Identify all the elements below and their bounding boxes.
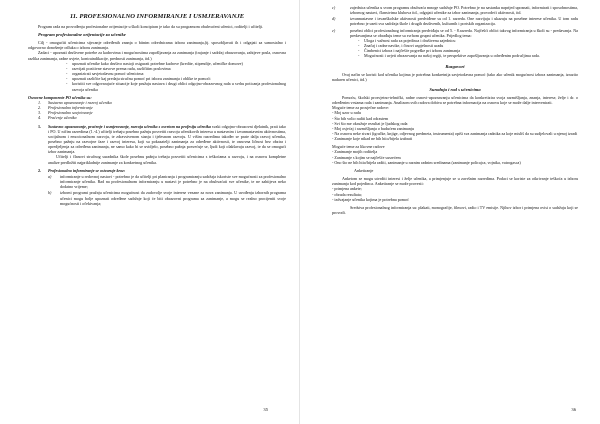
item-d: d) izvannastavne i izvanškolske aktivnosti predviđene su od 1. razreda. One razvijaju i ukazuju na posebne interese učenika. U tom radu potrebno je uzeti sva sadržaja škole i drugih društvenih, kulturnih i portskih organizacija.	[332, 16, 578, 27]
list-item: - Mogućnosti i uvjeti obrazovanja na našoj regiji, te perspektive zapošljavanja u određenim područjima rada.	[358, 53, 578, 58]
list-item: - Zanimanje koje nikad ne bih htio/htjela izabrati	[332, 136, 413, 142]
section-subtitle: Program profesionalne orijentacije za učenike	[38, 32, 126, 38]
components-heading: Osnovne komponente PO učenika su:	[28, 94, 92, 100]
list-item: - Čimbenici izbora i najčešće pogreške pri izboru zanimanja	[358, 48, 578, 53]
components-list	[28, 100, 286, 121]
page-number: 35	[263, 407, 268, 412]
list-item: 2. Profesionalno informiranje	[38, 105, 93, 111]
art-topics-heading: Moguće teme za likovne radove	[332, 144, 385, 150]
item-e: e) posebni oblici profesionalnog informiranja predviđaju se od 5. - 8.razreda. Najčešći oblici takvog informiranja u školi su - predavanja. Na predavanjima se obrađuju teme sa svrhom grupni učenika. Prijedlog tema:	[332, 27, 578, 38]
list-item: - upoznati učenike kako društvo nastoji osigurati potrebne kadrove (kredite, stipendije, učeničke domove)	[66, 61, 286, 66]
list-item: - Moj osjećaj i razmišljanja o budućem zanimanju	[332, 125, 414, 131]
right-page	[300, 0, 600, 424]
art-topics-list	[332, 149, 578, 164]
list-item: - izdvajanje učenika kojima je potrebna pomoć	[332, 196, 409, 202]
list-item: - razvijati pozitivne stavove prema radu, različitim poslovima	[66, 66, 286, 71]
intro-paragraph: Program rada na provođenju profesionalne orijentacije u školi koncipiran je tako da su programom obuhvaćeni učenici, roditelji i učitelji.	[38, 24, 264, 29]
list-item: - Što bih volio raditi kad odrastem	[332, 115, 389, 121]
tasks-paragraph: Zadaci - upoznati društvene potrebe za kadrovima i mogućnostima zapošljavanja za zanimanja (trajanje i sadržaj obrazovanja, zahtjeve posla, osnovna razlika zanimanja, radne uvjete, kontraindikacije, prednosti zanimanja, itd.)	[28, 50, 286, 61]
survey-paragraph: Anketom se mogu utvrditi interesi i želje učenika, a primjenjuje se u završnim razredima. Podaci se koriste za otkrivanje teškoća u izboru zanimanja kod pojedinca. Anketiranje se može provesti:	[332, 176, 578, 187]
list-item: - primjena ankete;	[332, 186, 362, 192]
list-item: - obrada rezultata;	[332, 191, 362, 197]
list-item: - koristiti sve odgovarajuće situacije koje pružaju nastava i drugi oblici odgojno-obrazovnog rada u svrhu poticanja profesionalnog razvoja učenika	[66, 81, 286, 91]
lecture-topics-list	[358, 38, 578, 59]
list-item: - Uloga i važnost rada za pojedinca i društvenu zajednicu	[358, 38, 578, 43]
list-item: 3. Profesionalno savjetovanje	[38, 110, 93, 116]
section-2: 2. Profesionalno informiranje se ostvaruje kroz: a) informiranje u redovnoj nastavi - potrebno je da učitelji pri planiranju i programiranju sadržaja iskoriste sve mogućnosti za profesionalno informiranje učenika. Rad na profesionalnom informiranju u nastavi je potrebno je na obuhvaćati sve učenike, te ne zahtijeva neko dodatno vrijeme; b) izborni programi pružaju učenicima mogućnost da zadovolje svoje interese vezane za nova zanimanja. U uvođenju izbornih programa učenici mogu bolje upoznati određene sadržaje koji će biti obrazovni programa za zanimanje, a mogu se realno procijeniti svoje mogućnosti i očekivanja;	[38, 167, 286, 206]
goal-paragraph: Cilj - omogućiti učenicima stjecanje određenih znanja o bitnim odrednicama izbora zanimanja,(tj. sposobljavati ih i odgajati za samostalno i odgovorno donošenje odluka o izboru zanimanja.	[28, 40, 286, 51]
conversations-paragraph: Ovaj način se koristi kod učenika kojima je potrebna konkretnija savjetodavna pomoć (tako ako učenik mogućnost izbora zanimanja, izrazito nadaren učenici, itd.)	[332, 71, 578, 82]
list-item: - Na osnovu neke stvari (igračke, knjige, odjevnog predmeta, instrumenta) opiši sva zanimanja radnika za koje misliš da su sudjelovali u njenoj izradi	[332, 130, 578, 136]
list-item: - Zanimanje s kojim se najčešće susrećem	[332, 154, 401, 160]
list-item: - organizirati savjetodavnu pomoć učenicima	[66, 71, 286, 76]
list-item: - Moj uzor u radu	[332, 110, 361, 116]
list-item: - Značaj i radne navike, i činovi uspješnosti uradu	[358, 43, 578, 48]
section-1: 1. Sustavno upoznavanje, praćenje i usmjeravanje, razvoja učenika s osvrtom na profesiju učenika svaki odgojno-obrazovni djelatnik, prati tako i PO. U ničim razredima (1.-4.) učitelji trebaju posebno pažnju posvetiti razvoju učenikovih interesa u nastavnim i izvannastavnim aktivnostima, socijalnom i emocionalnom razvoju, te zdravstvenom stanju i tjelesnom razvoju. U višim razredima također se prate dalja razvoj učenika, posebno pažnju na razvojne faze i razvoj interesa, koji su pokazatelji zanimanja za određene aktivnosti, te osnovna ličnost bez obzira i opredjeljenja za određena zanimanja, ne samo kako bi se uvidjelo, posebno pažnja posvećuje se, ljudi koji olakšavaju razvoj, te da se omogući izbor zanimanja.	[38, 123, 286, 155]
section-1-heading: Sustavno upoznavanje, praćenje i usmjeravanje, razvoja učenika s osvrtom na profesiju učenika	[48, 123, 211, 129]
list-item: - Svi što me okružuje rezultat je ljudskog rada	[332, 120, 408, 126]
work-paragraph: Pomoću, školski prosvjetno-tehnički, radne osnovi-upoznavanju učenicima da konkretizira svoja razmišljanja, znanja, interese, želje i dr. o određenim vrstama rada i zanimanja. Analizom svih radova dobiva se potrebna informacija na osnovu koje se može dalje intervenirati.	[332, 94, 578, 106]
tasks-list	[66, 61, 286, 92]
item-c: c) zajednica učenika u svom programu obuhvaća mnoge sadržaje PO. Potrebno je na sastanku naprijed upoznati, informirati i sposobnostima, izbornog nastavi, članstvima klubova itd., odgajati učenike za izbor zanimanja, provodeći aktivnosti, itd.	[332, 5, 578, 16]
survey-heading: Anketiranje	[354, 167, 374, 173]
chapter-title: 11. PROFESIONALNO INFORMIRANJE I USMJERAVANJE	[69, 13, 245, 20]
section-heading-conversations: Razgovori	[445, 63, 465, 69]
section-heading-work: Suradnja i rad s učenicima	[429, 86, 481, 92]
list-item: 4. Praćenje učenika	[38, 115, 77, 121]
list-item: - Zanimanje mojih roditelja	[332, 149, 378, 155]
resources-paragraph: Sredstva profesionalnog informiranja su: plakati, monografije, filmovi, radio i TV emisije. Njihov izbor i primjena ovisi o sadržaju koji se provodi.	[332, 204, 578, 215]
list-item: - Ono što ne bih htio/htjela raditi, zanimanje u raznim radnim sredinama (zanimanje policajca, vojnika, vatrogasca)	[332, 159, 521, 165]
essay-topics-heading: Moguće teme za prosječne radove:	[332, 105, 390, 111]
section-2-heading: Profesionalno informiranje se ostvaruje kroz:	[48, 167, 126, 173]
section-1-text-2: Učitelji i članovi stručnog suradnika škole posebnu pažnju trebaju posvetiti učenicima s teškoćama u razvoju, i na osnovu kompletne analize predložiti najprikladnije zanimanje za konkretnog učenika.	[48, 154, 286, 165]
section-2-item-a: a) informiranje u redovnoj nastavi - potrebno je da učitelji pri planiranju i programiranju sadržaja iskoriste sve mogućnosti za profesionalno informiranje učenika. Rad na profesionalnom informiranju u nastavi je potrebno je na obuhvaćati sve učenike, te ne zahtijeva neko dodatno vrijeme;	[48, 173, 286, 190]
section-1-text: svaki odgojno-obrazovni djelatnik, prati tako i PO. U ničim razredima (1.-4.) učitelji trebaju posebno pažnju posvetiti razvoju učenikovih interesa u nastavnim i izvannastavnim aktivnostima, socijalnom i emocionalnom razvoju, te zdravstvenom stanju i tjelesnom razvoju. U višim razredima također se prate dalja razvoj učenika, posebno pažnju na razvojne faze i razvoj interesa, koji su pokazatelji zanimanja za određene aktivnosti, te osnovna ličnost bez obzira i opredjeljenja za određena zanimanja, ne samo kako bi se uvidjelo, posebno pažnja posvećuje se, ljudi koji olakšavaju razvoj, te da se omogući izbor zanimanja.	[48, 123, 286, 155]
list-item: 1. Sustavno upoznavanje i razvoj učenika	[38, 99, 112, 105]
survey-steps-list	[332, 186, 578, 201]
section-2-item-b: b) izborni programi pružaju učenicima mogućnost da zadovolje svoje interese vezane za nova zanimanja. U uvođenju izbornih programa učenici mogu bolje upoznati određene sadržaje koji će biti obrazovni programa za zanimanje, a mogu se realno procijeniti svoje mogućnosti i očekivanja;	[48, 190, 286, 206]
essay-topics-list	[332, 110, 578, 141]
page-number: 36	[571, 407, 576, 412]
list-item: - upoznati različite kaj predaju stručnu pomoć pri izboru zanimanja i oblike te pomoći	[66, 76, 286, 81]
